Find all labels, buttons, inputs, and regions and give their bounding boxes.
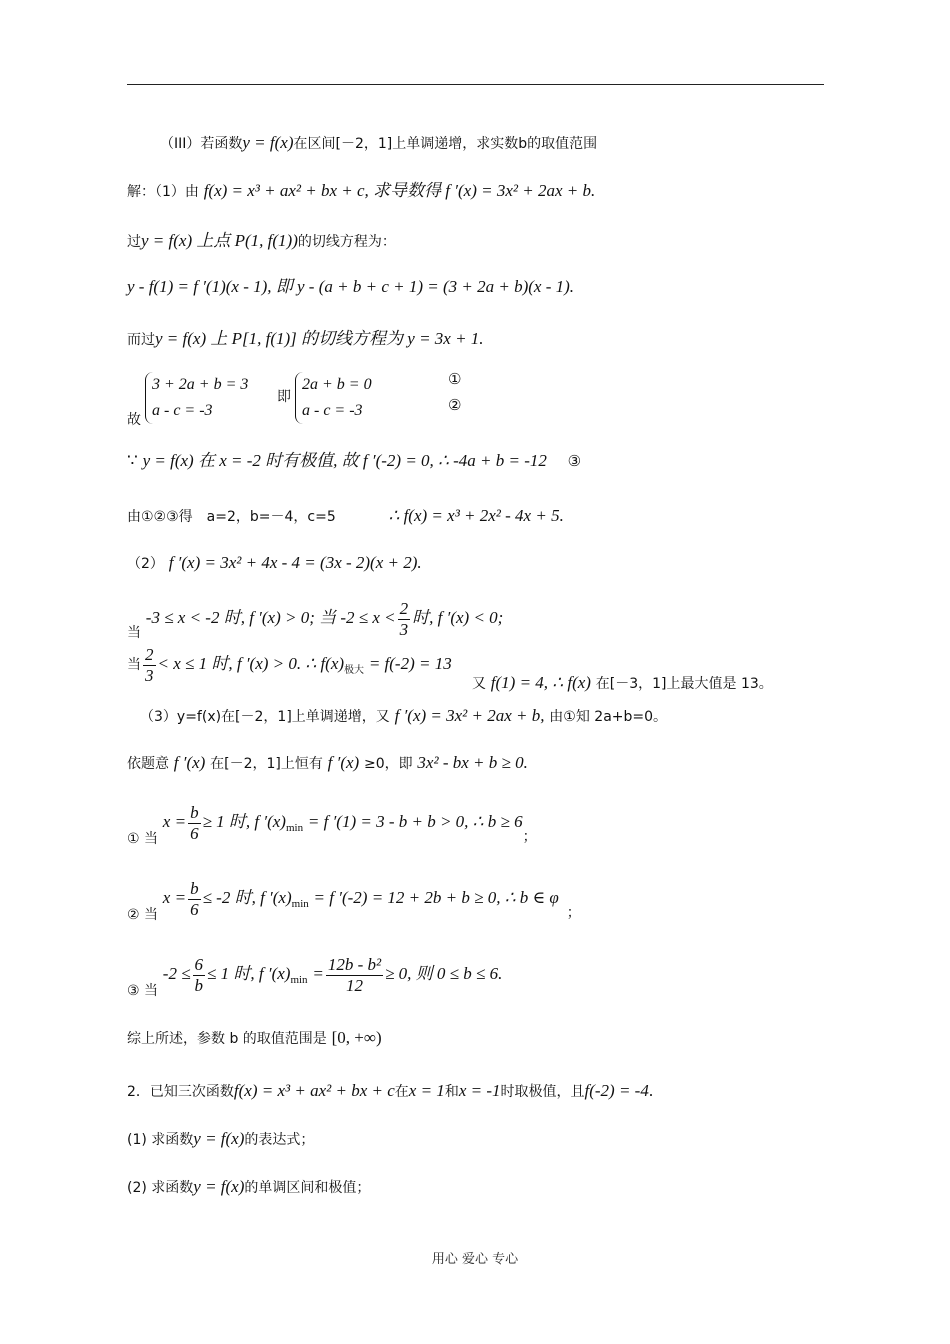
math: y = f(x) — [242, 133, 294, 152]
math: x = -1 — [458, 1081, 501, 1100]
subscript: min — [291, 898, 309, 910]
math: f ′(x) = 3x² + 2ax + b, — [394, 706, 545, 725]
denominator: 6 — [190, 899, 199, 919]
text: 即 — [277, 389, 291, 405]
text: 由①②③得 a=2，b=－4，c=5 — [127, 509, 336, 525]
text: . — [648, 1081, 654, 1100]
numerator: 12b - b² — [327, 954, 382, 974]
text: 由①知 2a+b=0。 — [549, 709, 668, 725]
math: y = f(x) 在 x = -2 时有极值, 故 f ′(-2) = 0, ∴ -4a + b = -12 — [142, 451, 547, 470]
equation: 3 + 2a + b = 3 — [152, 376, 249, 393]
text: 过 — [127, 234, 141, 250]
math: = f ′(1) = 3 - b + b > 0, ∴ b ≥ 6 — [307, 812, 523, 831]
conclusion — [127, 1027, 382, 1050]
text: ① 当 — [127, 831, 159, 847]
text: 故 — [127, 412, 141, 428]
fraction — [193, 955, 206, 996]
denominator: 3 — [145, 665, 154, 685]
text: 在[－3，1]上最大值是 13。 — [595, 676, 773, 692]
numerator: b — [190, 802, 199, 822]
header-rule — [127, 84, 824, 85]
math: ≤ -2 时, f ′(x) — [202, 888, 292, 907]
math: ∴ f(x) = x³ + 2x² - 4x + 5. — [388, 506, 564, 525]
fraction — [188, 803, 201, 844]
math: f(x) = x³ + ax² + bx + c — [233, 1081, 395, 1100]
coefficients-result — [127, 505, 564, 528]
marker-3: ③ — [567, 452, 582, 470]
text: 综上所述，参数 b 的取值范围是 — [127, 1031, 327, 1047]
text: 在[－2，1]上恒有 — [210, 756, 323, 772]
part-3-statement — [140, 705, 667, 728]
text: 的表达式； — [244, 1132, 315, 1148]
text: ； — [566, 905, 581, 921]
text: ∵ — [127, 451, 138, 470]
denominator: 6 — [190, 823, 199, 843]
text: 解：（1）由 — [127, 184, 199, 200]
text: 又 — [472, 676, 486, 692]
part-iii-question — [160, 132, 597, 155]
text: ≥0，即 — [364, 756, 413, 772]
subscript: min — [290, 974, 308, 986]
monotonic-intervals-2 — [127, 644, 452, 691]
text: 依题意 — [127, 756, 169, 772]
case-2 — [127, 876, 581, 937]
text: ③ 当 — [127, 983, 159, 999]
math: f ′(x) = 3x² + 4x - 4 = (3x - 2)(x + 2). — [168, 553, 422, 572]
math: < x ≤ 1 时, f ′(x) > 0. ∴ f(x) — [157, 654, 345, 673]
equation: a - c = -3 — [302, 402, 363, 419]
denominator: b — [194, 975, 204, 995]
case-1 — [127, 800, 537, 861]
solution-line-1 — [127, 180, 595, 203]
math: x = — [162, 888, 187, 907]
math: f ′(x) — [173, 753, 206, 772]
text: 在 — [394, 1084, 409, 1100]
math: f(1) = 4, ∴ f(x) — [490, 673, 591, 692]
math: 时, f ′(x) < 0; — [412, 608, 504, 627]
math: y = f(x) — [193, 1129, 245, 1148]
math: ≤ 1 时, f ′(x) — [207, 964, 291, 983]
text: (2) 求函数 — [127, 1180, 194, 1196]
denominator: 3 — [399, 619, 409, 639]
marker-2: ② — [448, 396, 462, 414]
math: ≥ 1 时, f ′(x) — [202, 812, 286, 831]
solution-line-2 — [127, 230, 396, 253]
denominator: 12 — [345, 975, 363, 995]
text: 当 — [127, 657, 141, 673]
equation: a - c = -3 — [152, 402, 213, 419]
math: [0, +∞) — [331, 1028, 382, 1047]
given-tangent-line — [127, 328, 484, 351]
subscript: 极大 — [344, 665, 365, 676]
math: x = — [162, 812, 187, 831]
math: = — [312, 964, 324, 983]
condition-statement — [127, 752, 528, 775]
text: 时取极值，且 — [500, 1084, 585, 1100]
math: f(x) = x³ + ax² + bx + c, 求导数得 f ′(x) = 3x² + 2ax + b. — [203, 181, 596, 200]
math: y = f(x) 上 P[1, f(1)] 的切线方程为 y = 3x + 1. — [155, 329, 484, 348]
text: 2．已知三次函数 — [127, 1084, 234, 1100]
problem-2-statement — [127, 1080, 653, 1103]
math: -3 ≤ x < -2 时, f ′(x) > 0; 当 -2 ≤ x < — [145, 608, 396, 627]
fraction — [188, 879, 201, 920]
text: （III）若函数 — [160, 136, 243, 152]
text: （2） — [127, 556, 164, 572]
text: ② 当 — [127, 907, 159, 923]
math: x = 1 — [408, 1081, 445, 1100]
math: y = f(x) 上点 P(1, f(1)) — [141, 231, 298, 250]
max-value-statement — [472, 672, 773, 695]
extremum-condition — [127, 450, 581, 472]
math: 3x² - bx + b ≥ 0. — [417, 753, 528, 772]
math: = f ′(-2) = 12 + 2b + b ≥ 0, ∴ b ∈ φ — [313, 888, 559, 907]
equation: 2a + b = 0 — [302, 376, 372, 393]
text: （3）y=f(x)在[－2，1]上单调递增，又 — [140, 709, 390, 725]
math: f ′(x) — [327, 753, 360, 772]
page-footer: 用心 爱心 专心 — [431, 1252, 519, 1267]
numerator: 2 — [399, 598, 409, 618]
text: 和 — [444, 1084, 459, 1100]
system-connector — [277, 385, 291, 408]
math: f(-2) = -4 — [584, 1081, 649, 1100]
numerator: 2 — [145, 644, 154, 664]
text: 的单调区间和极值； — [244, 1180, 371, 1196]
part-2-derivative — [127, 552, 422, 575]
numerator: b — [190, 878, 199, 898]
equation-system-1 — [145, 372, 248, 424]
problem-2-part-1 — [127, 1128, 314, 1151]
fraction — [398, 599, 411, 640]
text: ； — [522, 829, 537, 845]
text: (1) 求函数 — [127, 1132, 194, 1148]
math: y - f(1) = f ′(1)(x - 1), 即 y - (a + b + c + 1) = (3 + 2a + b)(x - 1). — [127, 277, 575, 296]
fraction — [326, 955, 383, 996]
subscript: min — [285, 822, 304, 834]
math: ≥ 0, 则 0 ≤ b ≤ 6. — [385, 964, 503, 983]
text: 而过 — [127, 332, 155, 348]
case-3 — [127, 952, 502, 1013]
math: y = f(x) — [193, 1177, 245, 1196]
math: -2 ≤ — [162, 964, 191, 983]
text: 在区间[－2，1]上单调递增，求实数b的取值范围 — [293, 136, 598, 152]
problem-2-part-2 — [127, 1176, 370, 1199]
fraction — [143, 645, 156, 686]
marker-1: ① — [448, 370, 462, 388]
text: 当 — [127, 625, 141, 641]
numerator: 6 — [194, 954, 204, 974]
system-label — [127, 408, 141, 431]
text: 的切线方程为： — [297, 234, 396, 250]
tangent-equation — [127, 276, 574, 298]
math: = f(-2) = 13 — [368, 654, 452, 673]
equation-system-2 — [295, 372, 372, 424]
